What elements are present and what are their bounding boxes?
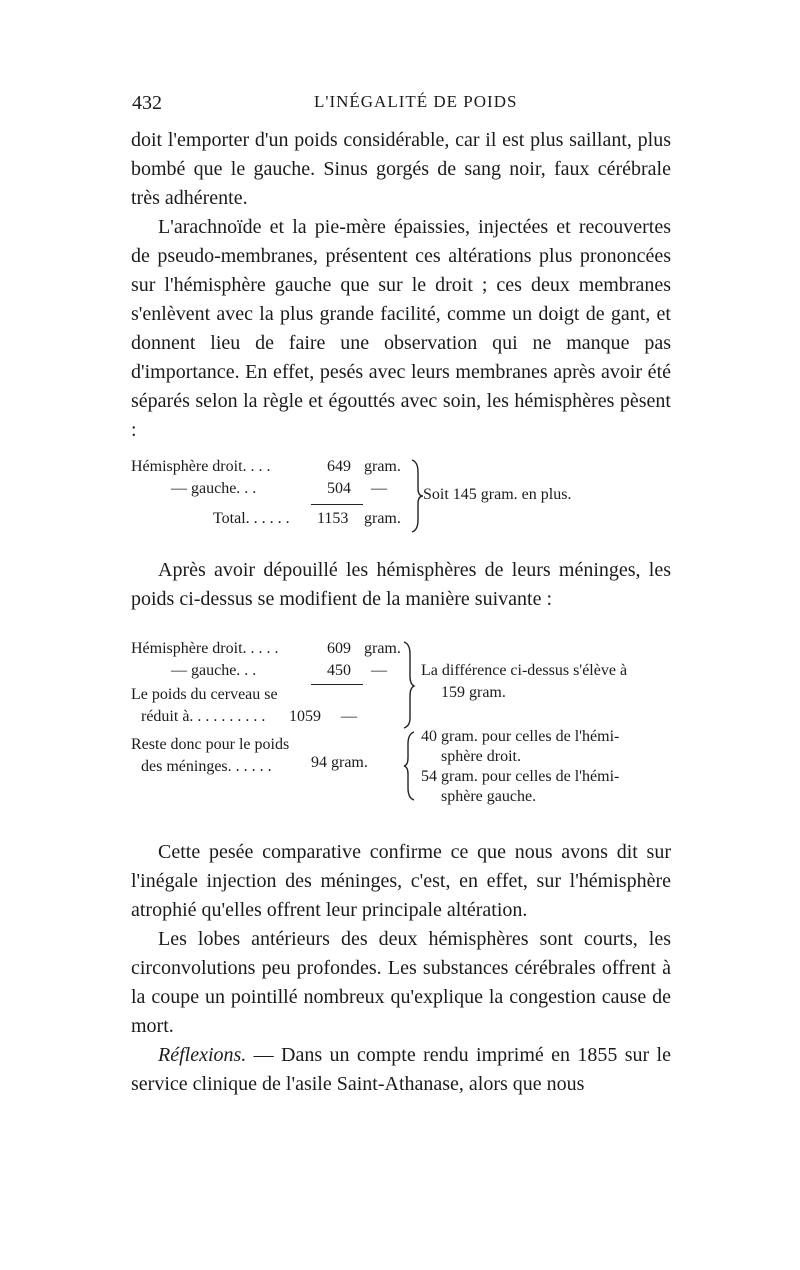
paragraph-6 [131,1041,671,1099]
t2-row1-label: Hémisphère droit. . . . . [131,640,279,657]
t1-row2-unit: — [371,480,387,497]
t2-row1-value: 609 [327,640,351,657]
paragraph-4: Cette pesée comparative confirme ce que nous avons dit sur l'inégale injection des méninges, c'est, en effet, sur l'hémisphère atrophié qu'elles offrent leur principale altération. [131,841,671,921]
t2-row2-unit: — [371,662,387,679]
weights-table-1 [131,458,671,538]
t1-total-unit: gram. [364,510,401,527]
paragraph-6-text: — Dans un compte rendu imprimé en 1855 sur le service clinique de l'asile Saint-Athanase, alors que nous [131,1044,671,1095]
t2-row2-label: — gauche. . . [171,662,257,679]
t1-row1-unit: gram. [364,458,401,475]
paragraph-5: Les lobes antérieurs des deux hémisphères sont courts, les circonvolutions peu profondes. Les substances cérébrales offrent à la coupe un pointillé nombreux qu'explique la congestion cause de mort. [131,928,671,1037]
page-number: 432 [132,92,162,114]
t1-sum-rule [311,504,363,505]
t1-row1-value: 649 [327,458,351,475]
t2-sum-rule [311,684,363,685]
t2-note3-b: sphère gauche. [441,788,537,805]
t2-row4-label-b: des méninges. . . . . . [141,758,272,775]
t2-brace-upper [402,640,416,730]
t1-row2-label: — gauche. . . [171,480,257,497]
reflexions-label: Réflexions. [158,1044,247,1066]
paragraph-3: Après avoir dépouillé les hémisphères de leurs méninges, les poids ci-dessus se modifient de la manière suivante : [131,559,671,610]
t1-row1-label: Hémisphère droit. . . . [131,458,271,475]
t2-note1-a: La différence ci-dessus s'élève à [421,662,628,679]
t2-row3-label-b: réduit à. . . . . . . . . . [141,708,266,725]
t2-row4-value: 94 [311,754,327,771]
paragraph-2: L'arachnoïde et la pie-mère épaissies, injectées et recouvertes de pseudo-membranes, présentent ces altérations plus prononcées sur l'hémisphère gauche que sur le droit ; ces deux membranes s'enlèvent avec la plus grande facilité, comme un doigt de gant, et donnent lieu de faire une observation qui ne manque pas d'importance. En effet, pesés avec leurs membranes après avoir été séparés selon la règle et égouttés avec soin, les hémisphères pèsent : [131,216,671,441]
text-block-bottom [131,838,671,1099]
t2-row3-value: 1059 [289,708,321,725]
t2-note2-a: 40 gram. pour celles de l'hémi- [421,728,620,745]
t1-note: Soit 145 gram. en plus. [423,486,572,503]
t2-row2-value: 450 [327,662,351,679]
t2-row4-label-a: Reste donc pour le poids [131,736,290,753]
running-title: L'INÉGALITÉ DE POIDS [314,92,518,111]
t1-total-value: 1153 [317,510,349,527]
t2-row1-unit: gram. [364,640,401,657]
t2-row3-label-a: Le poids du cerveau se [131,686,278,703]
t2-note3-a: 54 gram. pour celles de l'hémi- [421,768,620,785]
t2-row3-unit: — [341,708,357,725]
t2-note1-b: 159 gram. [441,684,506,701]
page-header [132,92,672,118]
text-block-top [131,126,671,445]
weights-table-2 [131,640,671,810]
text-block-middle [131,556,671,614]
t2-row4-unit: gram. [331,754,368,771]
paragraph-1: doit l'emporter d'un poids considérable, car il est plus saillant, plus bombé que le gauche. Sinus gorgés de sang noir, faux cérébrale très adhérente. [131,129,671,209]
t2-brace-lower [402,730,416,802]
t1-total-label: Total. . . . . . [213,510,290,527]
t1-brace [410,458,424,534]
t1-row2-value: 504 [327,480,351,497]
t2-note2-b: sphère droit. [441,748,521,765]
